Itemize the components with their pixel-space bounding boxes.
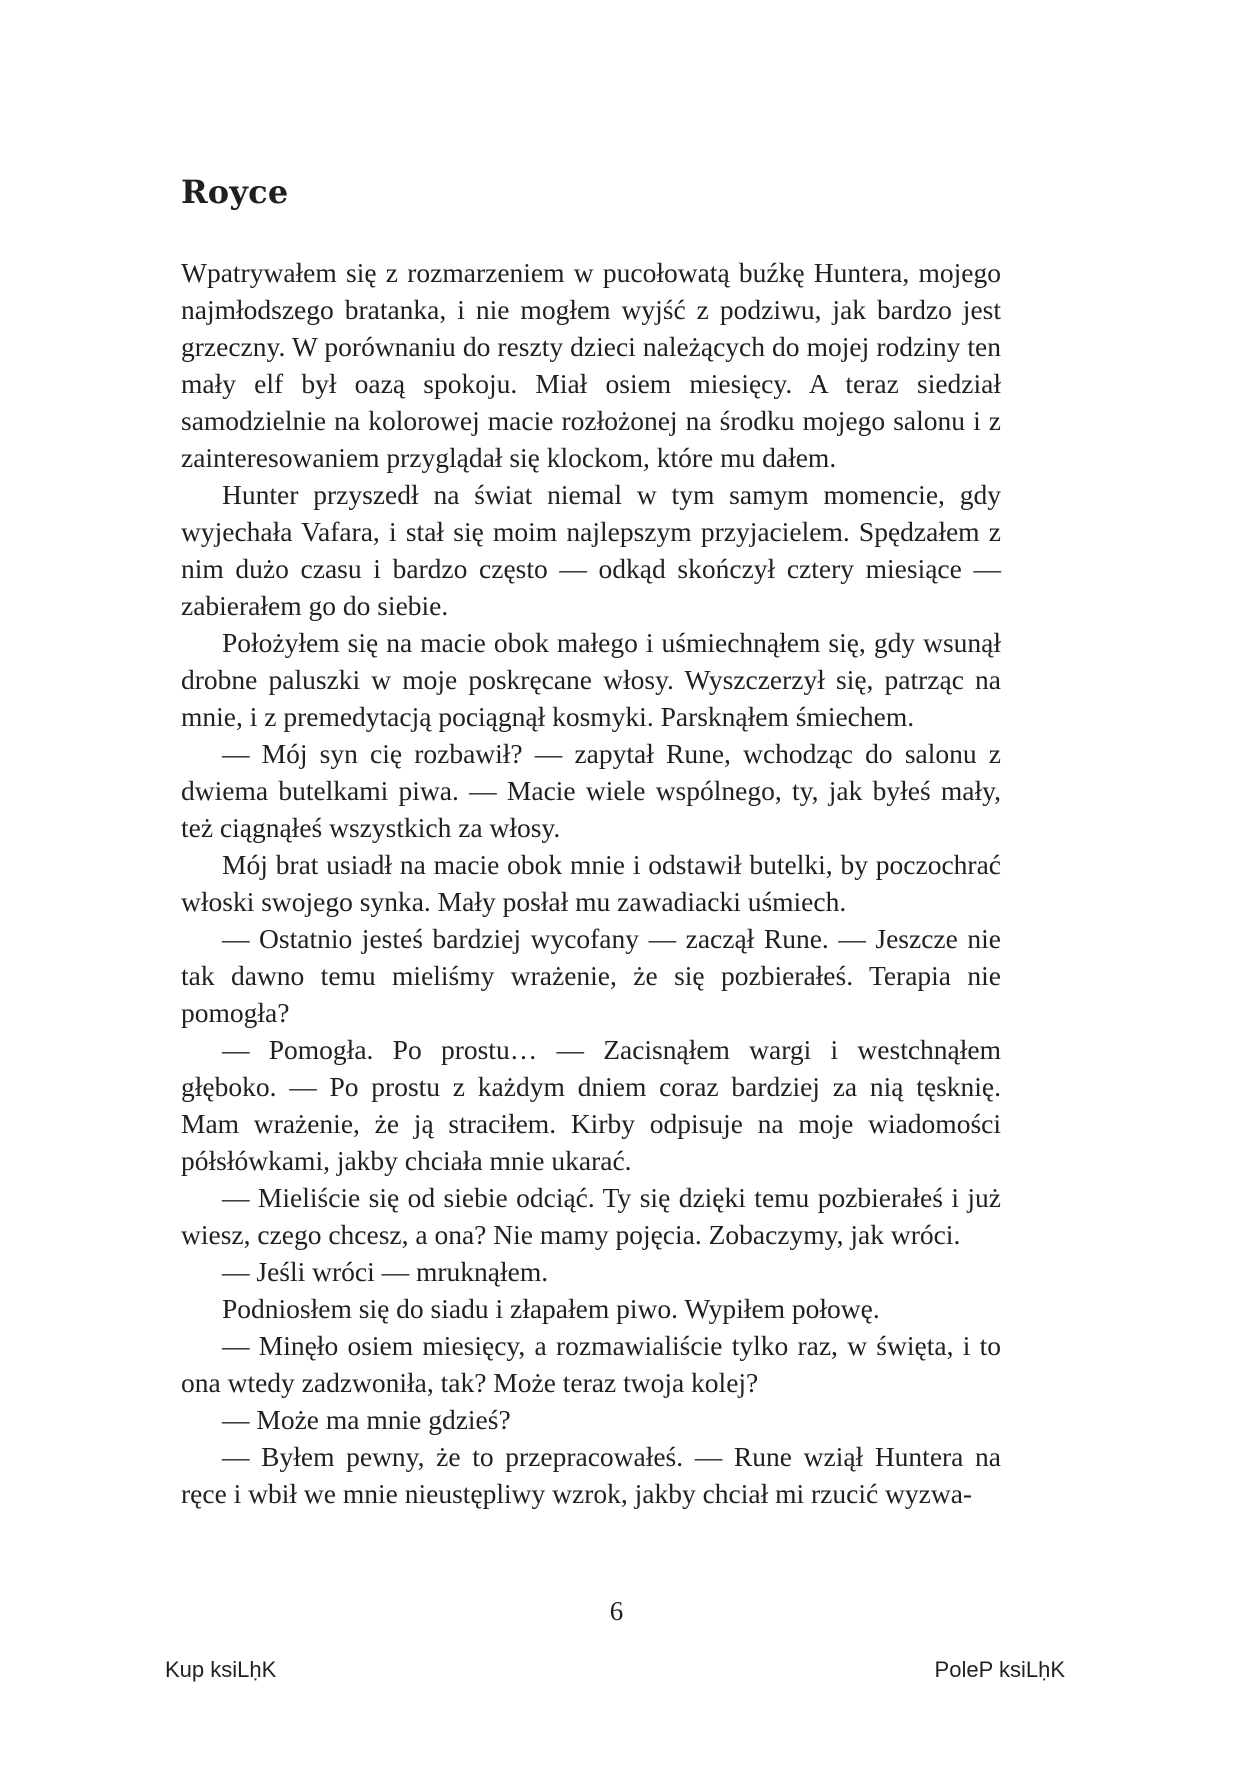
chapter-body	[181, 254, 1001, 1512]
paragraph: Mój brat usiadł na macie obok mnie i odstawił butelki, by poczochrać włoski swojego synka. Mały posłał mu zawadiacki uśmiech.	[181, 849, 1001, 917]
paragraph: Położyłem się na macie obok małego i uśmiechnąłem się, gdy wsunął drobne paluszki w moje poskręcane włosy. Wyszczerzył się, patrząc na mnie, i z premedytacją pociągnął kosmyki. Parsknąłem śmiechem.	[181, 627, 1001, 732]
paragraph: Hunter przyszedł na świat niemal w tym samym momencie, gdy wyjechała Vafara, i stał się moim najlepszym przyjacielem. Spędzałem z nim dużo czasu i bardzo często — odkąd skończył cztery miesiące — zabierałem go do siebie.	[181, 479, 1001, 621]
chapter-title: Royce	[181, 173, 289, 211]
dialogue-paragraph: — Pomogła. Po prostu… — Zacisnąłem wargi i westchnąłem głęboko. — Po prostu z każdym dniem coraz bardziej za nią tęsknię. Mam wrażenie, że ją straciłem. Kirby odpisuje na moje wiadomości półsłówkami, jakby chciała mnie ukarać.	[181, 1034, 1001, 1176]
dialogue-paragraph: — Byłem pewny, że to przepracowałeś. — Rune wziął Huntera na ręce i wbił we mnie nieustępliwy wzrok, jakby chciał mi rzucić wyzwa-	[181, 1441, 1001, 1509]
dialogue-paragraph: — Mieliście się od siebie odciąć. Ty się dzięki temu pozbierałeś i już wiesz, czego chcesz, a ona? Nie mamy pojęcia. Zobaczymy, jak wróci.	[181, 1182, 1001, 1250]
dialogue-paragraph: — Ostatnio jesteś bardziej wycofany — zaczął Rune. — Jeszcze nie tak dawno temu mieliśmy wrażenie, że się pozbierałeś. Terapia nie pomogła?	[181, 923, 1001, 1028]
footer-buy-book-link[interactable]: Kup ksiLḥK	[165, 1657, 277, 1682]
footer-recommend-book-link[interactable]: PoleP ksiLḥK	[934, 1657, 1065, 1682]
dialogue-paragraph: — Minęło osiem miesięcy, a rozmawialiście tylko raz, w święta, i to ona wtedy zadzwoniła, tak? Może teraz twoja kolej?	[181, 1330, 1001, 1398]
dialogue-paragraph: — Może ma mnie gdzieś?	[222, 1404, 511, 1435]
dialogue-paragraph: — Mój syn cię rozbawił? — zapytał Rune, wchodząc do salonu z dwiema butelkami piwa. — Macie wiele wspólnego, ty, jak byłeś mały, też ciągnąłeś wszystkich za włosy.	[181, 738, 1001, 843]
paragraph: Wpatrywałem się z rozmarzeniem w pucołowatą buźkę Huntera, mojego najmłodszego bratanka, i nie mogłem wyjść z podziwu, jak bardzo jest grzeczny. W porównaniu do reszty dzieci należących do mojej rodziny ten mały elf był oazą spokoju. Miał osiem miesięcy. A teraz siedział samodzielnie na kolorowej macie rozłożonej na środku mojego salonu i z zainteresowaniem przyglądał się klockom, które mu dałem.	[181, 257, 1001, 473]
dialogue-paragraph: — Jeśli wróci — mruknąłem.	[222, 1256, 549, 1287]
page-number: 6	[609, 1596, 624, 1626]
paragraph: Podniosłem się do siadu i złapałem piwo. Wypiłem połowę.	[222, 1293, 880, 1324]
